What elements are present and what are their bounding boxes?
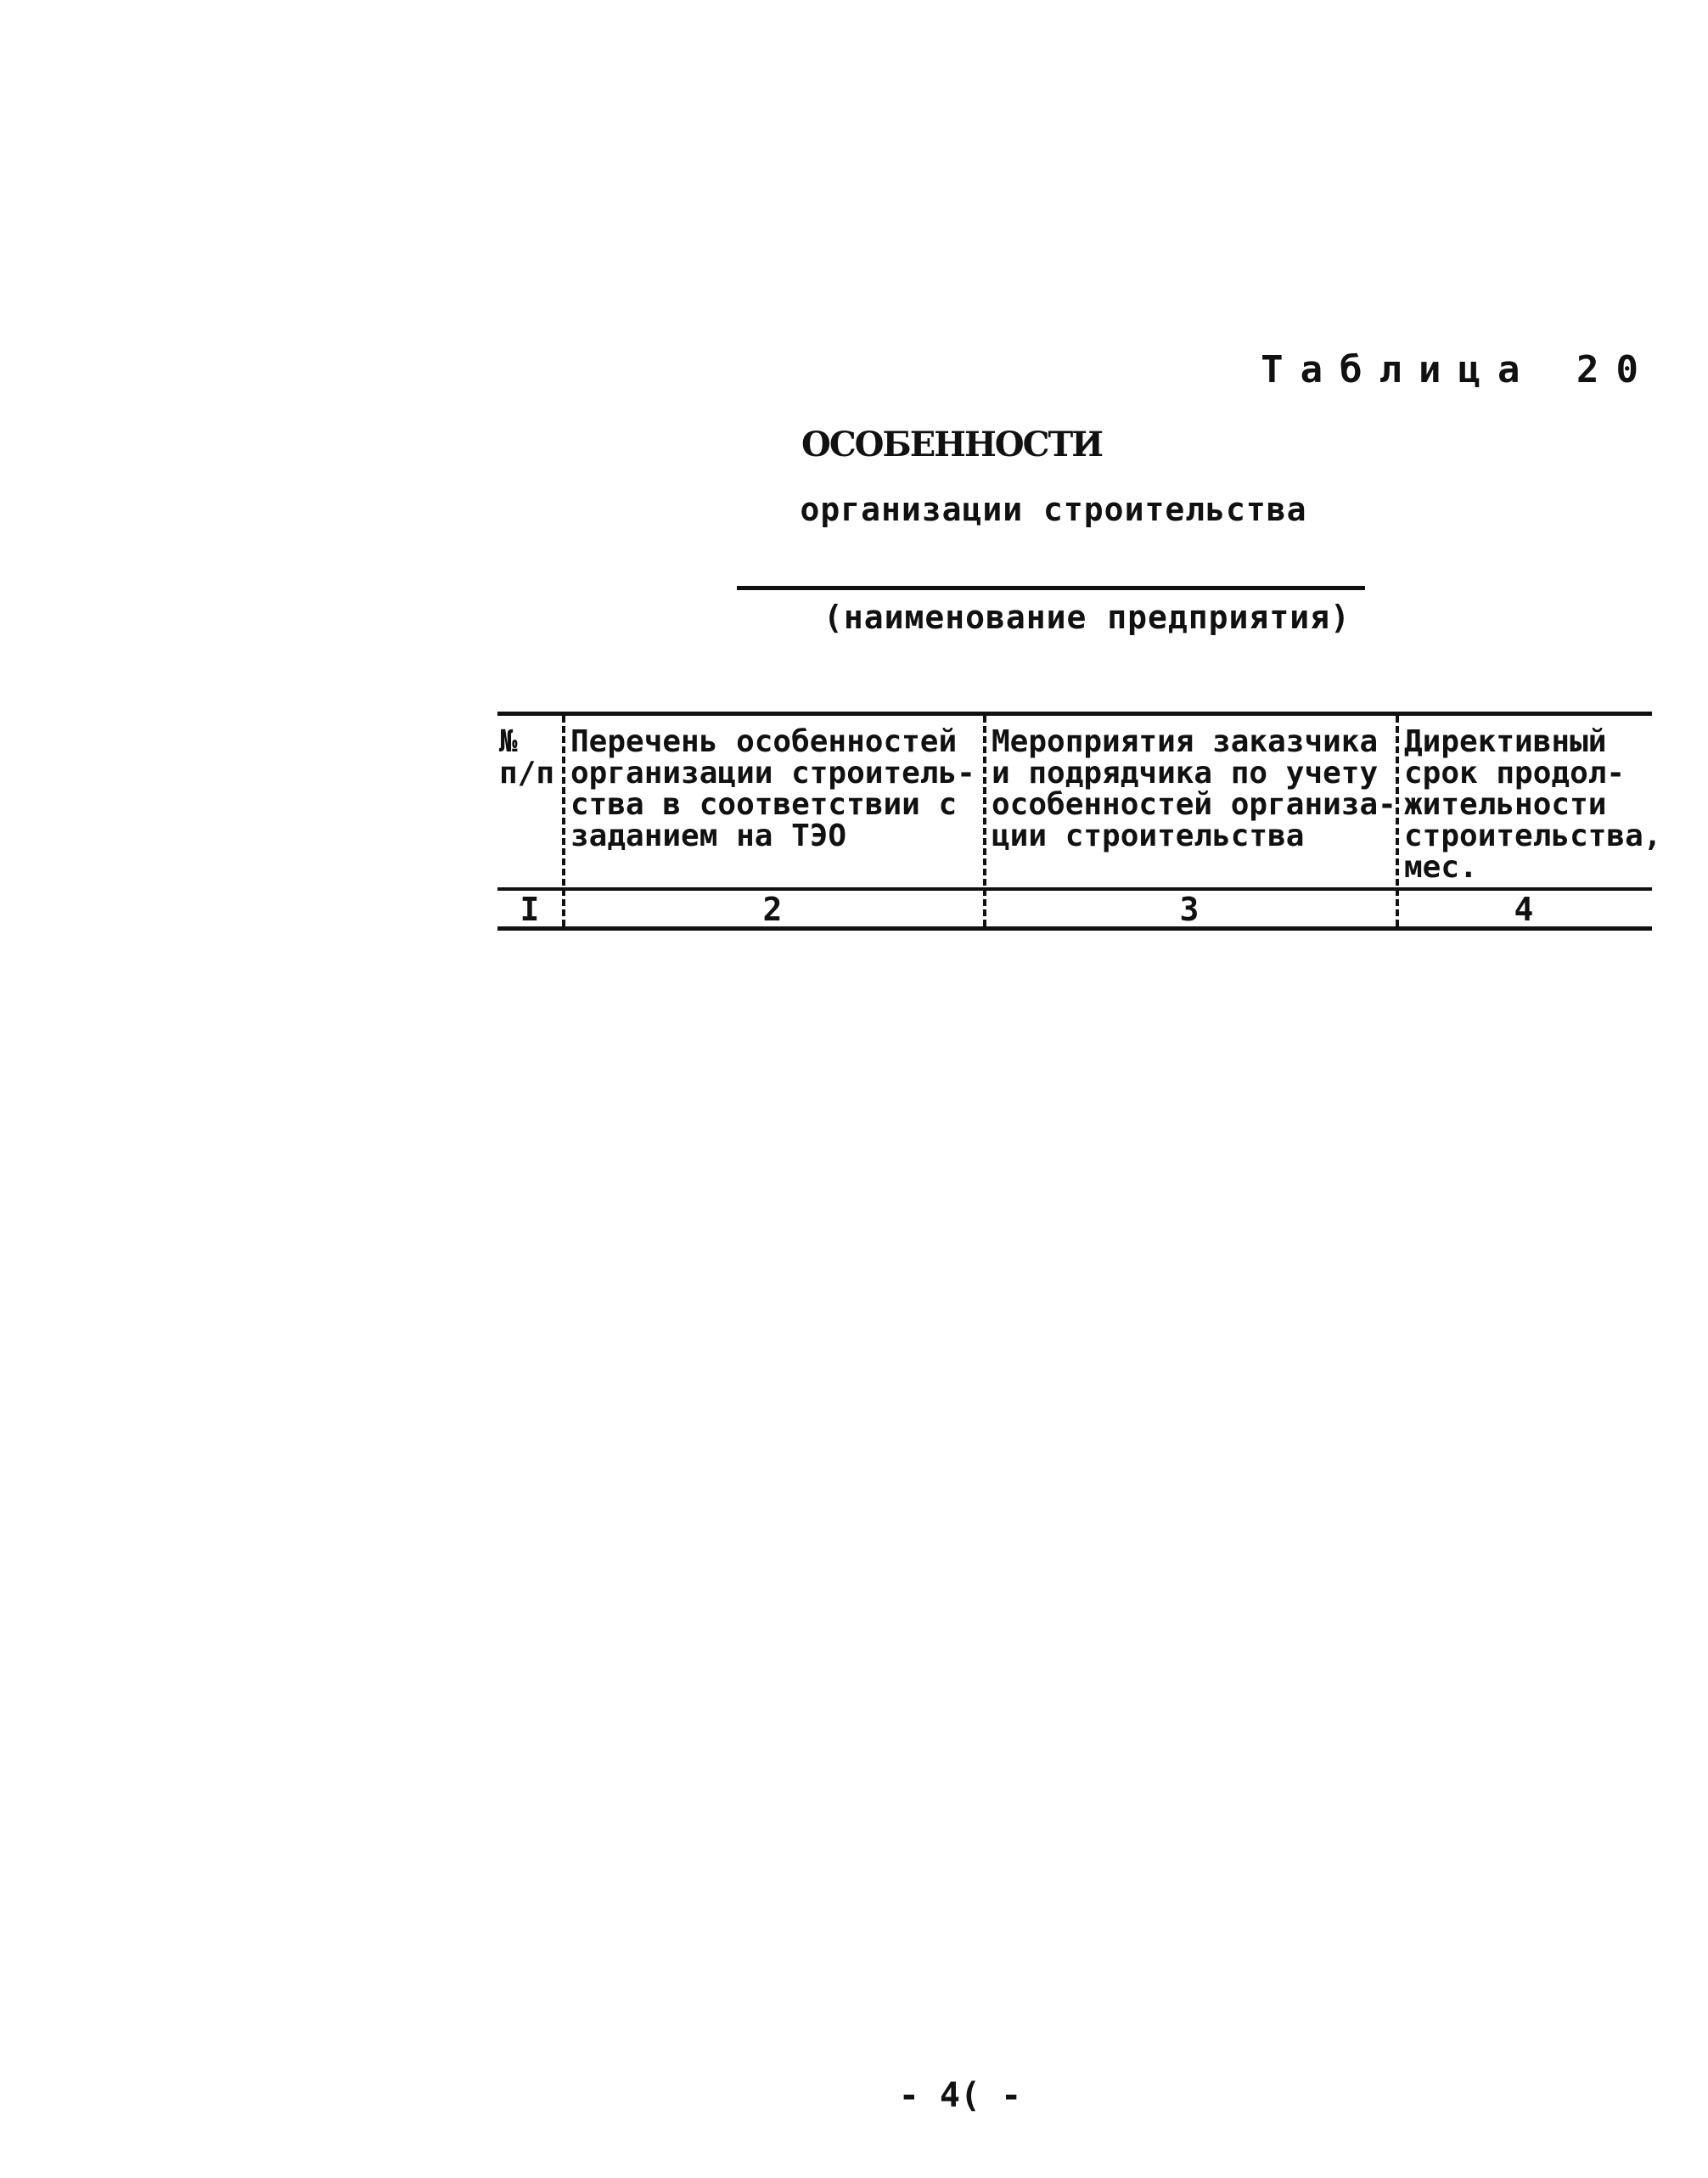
enterprise-name-caption: (наименование предприятия)	[823, 599, 1351, 636]
column-number-1: I	[520, 891, 540, 928]
enterprise-name-blank-line	[737, 586, 1365, 590]
column-header-row-number: № п/п	[499, 724, 555, 791]
header-row-divider	[497, 887, 1652, 891]
column-number-3: 3	[1179, 891, 1200, 928]
column-header-measures: Мероприятия заказчика и подрядчика по учету особенностей организа- ции строительства	[992, 724, 1396, 853]
table-number: Таблица 20	[1261, 348, 1655, 391]
column-header-duration: Директивный срок продол- жительности строительства, мес.	[1404, 724, 1662, 885]
document-title: ОСОБЕННОСТИ	[801, 425, 1102, 464]
organization-features-table	[497, 712, 1662, 931]
column-header-features-list: Перечень особенностей организации строитель- ства в соответствии с заданием на ТЭО	[570, 724, 975, 853]
page-number: - 4( -	[898, 2076, 1022, 2115]
column-number-2: 2	[762, 891, 783, 928]
document-subtitle: организации строительства	[800, 491, 1307, 528]
column-number-4: 4	[1514, 891, 1534, 928]
